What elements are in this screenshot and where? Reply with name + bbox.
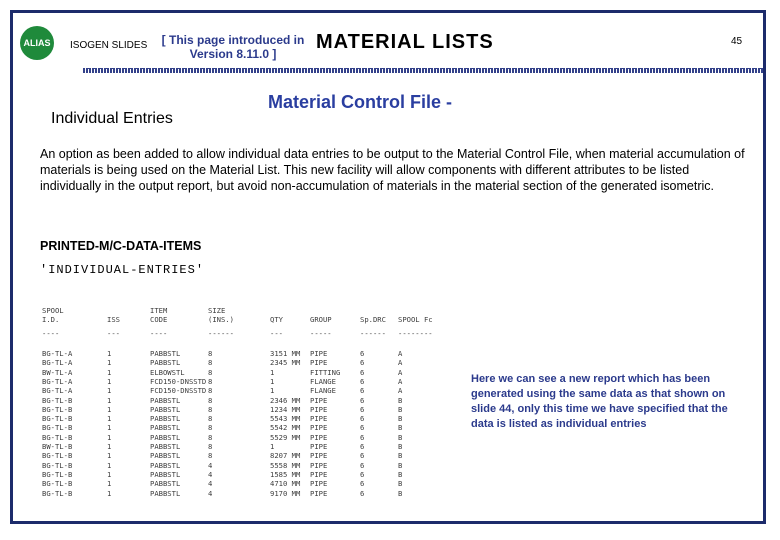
- report-cell: BG-TL-A: [42, 376, 73, 386]
- report-cell: 6: [360, 395, 365, 405]
- report-column-rule: ------: [208, 329, 234, 338]
- report-column-rule: --------: [398, 329, 433, 338]
- report-cell: PABBSTL: [150, 460, 181, 470]
- report-cell: A: [398, 349, 403, 358]
- report-cell: PIPE: [310, 432, 328, 442]
- report-row: [40, 461, 450, 470]
- report-cell: 6: [360, 423, 365, 433]
- report-cell: 1: [107, 386, 112, 396]
- report-cell: B: [398, 460, 403, 470]
- report-cell: PIPE: [310, 451, 328, 461]
- report-cell: BW-TL-A: [42, 367, 73, 377]
- report-row: [40, 479, 450, 488]
- report-cell: PABBSTL: [150, 432, 181, 442]
- report-cell: PABBSTL: [150, 469, 181, 479]
- report-row: [40, 451, 450, 460]
- report-cell: 8: [208, 367, 213, 377]
- report-row: [40, 470, 450, 479]
- report-cell: 4: [208, 479, 213, 489]
- report-cell: B: [398, 423, 403, 433]
- report-cell: 6: [360, 488, 365, 498]
- report-row: [40, 414, 450, 423]
- report-cell: FITTING: [310, 367, 341, 377]
- report-column-rule: ---: [270, 329, 283, 338]
- report-cell: PABBSTL: [150, 423, 181, 433]
- report-cell: B: [398, 432, 403, 442]
- material-report: [40, 306, 450, 504]
- report-cell: BG-TL-B: [42, 469, 73, 479]
- report-column-header: SPOOL I.D.: [42, 306, 64, 325]
- report-cell: 2346 MM: [270, 395, 301, 405]
- report-cell: BG-TL-B: [42, 423, 73, 433]
- report-cell: 1: [107, 442, 112, 451]
- report-cell: A: [398, 358, 403, 368]
- report-cell: ELBOWSTL: [150, 367, 185, 377]
- report-cell: PABBSTL: [150, 358, 181, 368]
- report-cell: 4: [208, 469, 213, 479]
- report-cell: 1234 MM: [270, 404, 301, 414]
- report-cell: PABBSTL: [150, 404, 181, 414]
- report-cell: PABBSTL: [150, 488, 181, 498]
- report-cell: 1: [107, 349, 112, 358]
- report-cell: 8207 MM: [270, 451, 301, 461]
- report-cell: PABBSTL: [150, 442, 181, 451]
- report-cell: 8: [208, 451, 213, 461]
- report-cell: 6: [360, 442, 365, 451]
- section-sublabel: Individual Entries: [51, 110, 173, 127]
- report-column-rule: ----: [42, 329, 60, 338]
- version-note-line-2: Version 8.11.0 ]: [189, 47, 277, 61]
- report-cell: BG-TL-A: [42, 358, 73, 368]
- report-row: [40, 386, 450, 395]
- explanation-note: Here we can see a new report which has been generated using the same data as that shown on slide 44, only this time we have specified that the data is listed as individual entries: [471, 373, 728, 430]
- report-cell: 6: [360, 460, 365, 470]
- report-cell: BG-TL-B: [42, 479, 73, 489]
- header-divider: [83, 68, 763, 73]
- report-row: [40, 405, 450, 414]
- series-label: ISOGEN SLIDES: [70, 40, 148, 51]
- report-cell: PABBSTL: [150, 451, 181, 461]
- report-cell: 5542 MM: [270, 423, 301, 433]
- report-cell: FLANGE: [310, 376, 336, 386]
- report-cell: 6: [360, 376, 365, 386]
- report-row: [40, 489, 450, 498]
- report-cell: PIPE: [310, 349, 328, 358]
- version-note: [153, 33, 313, 61]
- report-cell: 1585 MM: [270, 469, 301, 479]
- report-cell: 8: [208, 442, 213, 451]
- report-cell: B: [398, 404, 403, 414]
- report-cell: 1: [107, 469, 112, 479]
- report-cell: BW-TL-B: [42, 442, 73, 451]
- report-cell: BG-TL-B: [42, 404, 73, 414]
- version-note-line-1: [ This page introduced in: [161, 33, 305, 47]
- report-cell: 1: [107, 488, 112, 498]
- report-cell: 8: [208, 423, 213, 433]
- report-cell: 1: [107, 367, 112, 377]
- slide-frame: [10, 10, 766, 524]
- report-cell: 5558 MM: [270, 460, 301, 470]
- report-cell: 6: [360, 451, 365, 461]
- report-cell: 4: [208, 460, 213, 470]
- report-cell: 8: [208, 395, 213, 405]
- report-cell: 8: [208, 376, 213, 386]
- report-cell: BG-TL-A: [42, 386, 73, 396]
- report-cell: PABBSTL: [150, 395, 181, 405]
- report-cell: BG-TL-B: [42, 432, 73, 442]
- alias-logo: ALIAS: [20, 26, 54, 60]
- report-column-header: SPOOL Fc: [398, 315, 433, 325]
- report-cell: PIPE: [310, 469, 328, 479]
- report-cell: B: [398, 414, 403, 424]
- report-cell: 8: [208, 432, 213, 442]
- report-column-header: Sp.DRC: [360, 315, 386, 325]
- report-row: [40, 349, 450, 358]
- report-cell: 6: [360, 479, 365, 489]
- report-cell: 1: [107, 358, 112, 368]
- report-row: [40, 423, 450, 432]
- report-cell: FCD150-DNSSTD: [150, 386, 207, 396]
- report-cell: PABBSTL: [150, 414, 181, 424]
- report-cell: FCD150-DNSSTD: [150, 376, 207, 386]
- report-cell: B: [398, 479, 403, 489]
- report-cell: 5543 MM: [270, 414, 301, 424]
- report-cell: 9170 MM: [270, 488, 301, 498]
- report-cell: 6: [360, 358, 365, 368]
- report-column-header: GROUP: [310, 315, 332, 325]
- report-cell: 1: [107, 395, 112, 405]
- report-cell: BG-TL-B: [42, 460, 73, 470]
- report-cell: 4710 MM: [270, 479, 301, 489]
- report-cell: PIPE: [310, 404, 328, 414]
- report-row: [40, 358, 450, 367]
- report-cell: PABBSTL: [150, 349, 181, 358]
- report-cell: 8: [208, 404, 213, 414]
- report-cell: BG-TL-A: [42, 349, 73, 358]
- report-cell: PIPE: [310, 460, 328, 470]
- report-cell: 6: [360, 367, 365, 377]
- report-cell: 5529 MM: [270, 432, 301, 442]
- description-paragraph: An option as been added to allow individual data entries to be output to the Material Control File, when material accumulation of materials is being used on the Material List. This new facility will allow components with different attributes to be listed individually in the output report, but avoid non-accumulation of materials in the material section of the generated isometric.: [40, 147, 745, 193]
- report-cell: BG-TL-B: [42, 488, 73, 498]
- report-row: [40, 368, 450, 377]
- report-cell: A: [398, 386, 403, 396]
- report-row: [40, 433, 450, 442]
- report-cell: B: [398, 451, 403, 461]
- report-cell: PIPE: [310, 395, 328, 405]
- report-column-rule: ---: [107, 329, 120, 338]
- report-cell: 6: [360, 404, 365, 414]
- report-cell: A: [398, 376, 403, 386]
- report-column-header: ISS: [107, 315, 120, 325]
- report-cell: B: [398, 488, 403, 498]
- report-cell: 1: [107, 376, 112, 386]
- page-title: MATERIAL LISTS: [316, 31, 494, 53]
- report-cell: 1: [107, 460, 112, 470]
- report-cell: BG-TL-B: [42, 395, 73, 405]
- report-row: [40, 377, 450, 386]
- report-cell: 6: [360, 414, 365, 424]
- report-cell: 6: [360, 469, 365, 479]
- report-row: [40, 442, 450, 451]
- report-cell: PIPE: [310, 442, 328, 451]
- report-cell: 1: [270, 386, 275, 396]
- report-cell: 1: [107, 451, 112, 461]
- page-number: 45: [731, 36, 743, 47]
- report-column-header: SIZE (INS.): [208, 306, 234, 325]
- keyword-name: PRINTED-M/C-DATA-ITEMS: [40, 239, 202, 253]
- report-cell: PIPE: [310, 358, 328, 368]
- report-column-header: QTY: [270, 315, 283, 325]
- report-cell: PIPE: [310, 423, 328, 433]
- report-cell: PABBSTL: [150, 479, 181, 489]
- report-cell: 4: [208, 488, 213, 498]
- report-cell: 8: [208, 358, 213, 368]
- report-cell: BG-TL-B: [42, 451, 73, 461]
- report-cell: PIPE: [310, 488, 328, 498]
- report-column-rule: ----: [150, 329, 168, 338]
- section-title: Material Control File -: [268, 92, 453, 112]
- report-column-rule: ------: [360, 329, 386, 338]
- report-cell: 1: [107, 432, 112, 442]
- report-row: [40, 396, 450, 405]
- report-column-header: ITEM CODE: [150, 306, 168, 325]
- report-cell: 1: [107, 404, 112, 414]
- report-cell: 6: [360, 349, 365, 358]
- report-cell: 1: [270, 367, 275, 377]
- report-cell: PIPE: [310, 479, 328, 489]
- report-cell: 1: [270, 376, 275, 386]
- report-cell: 2345 MM: [270, 358, 301, 368]
- report-cell: 8: [208, 414, 213, 424]
- keyword-value: 'INDIVIDUAL-ENTRIES': [40, 263, 205, 277]
- report-cell: 1: [107, 414, 112, 424]
- report-column-rule: -----: [310, 329, 332, 338]
- report-cell: 1: [107, 423, 112, 433]
- report-cell: 3151 MM: [270, 349, 301, 358]
- report-cell: PIPE: [310, 414, 328, 424]
- report-cell: 6: [360, 432, 365, 442]
- report-cell: BG-TL-B: [42, 414, 73, 424]
- report-cell: B: [398, 442, 403, 451]
- report-cell: 1: [270, 442, 275, 451]
- report-cell: B: [398, 395, 403, 405]
- report-cell: FLANGE: [310, 386, 336, 396]
- report-cell: 1: [107, 479, 112, 489]
- report-cell: 8: [208, 386, 213, 396]
- report-cell: 6: [360, 386, 365, 396]
- report-cell: 8: [208, 349, 213, 358]
- report-cell: A: [398, 367, 403, 377]
- report-cell: B: [398, 469, 403, 479]
